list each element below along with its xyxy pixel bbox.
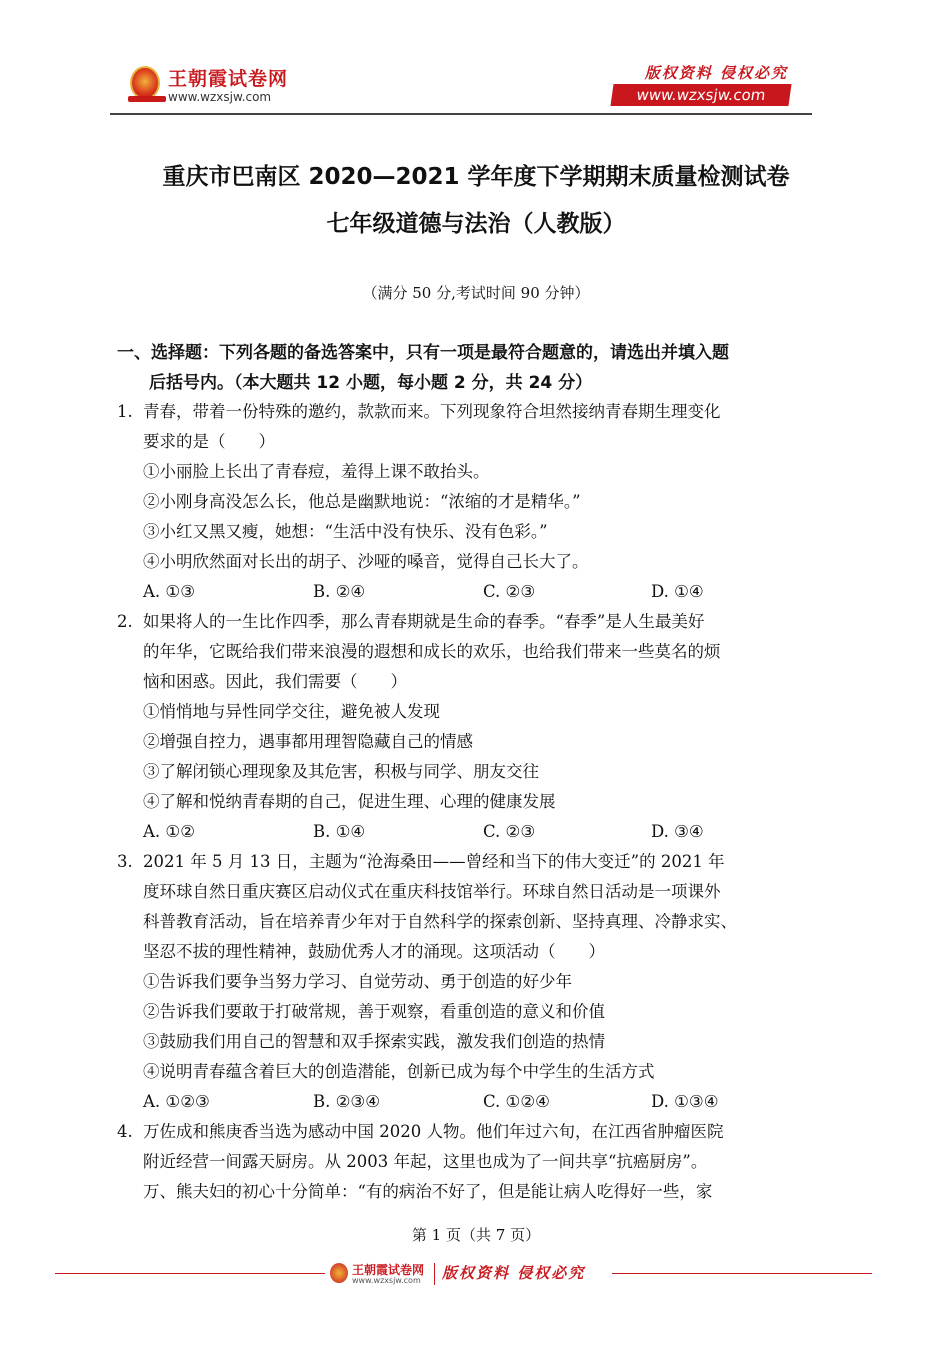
question-1 (117, 397, 817, 607)
option-b: B. ②③④ (313, 1092, 380, 1111)
answer-options (143, 1087, 817, 1117)
question-number: 2. (117, 612, 133, 631)
section-heading (117, 338, 817, 398)
question-stem-line: 科普教育活动，旨在培养青少年对于自然科学的探索创新、坚持真理、冷静求实、 (143, 912, 737, 931)
footer-separator (434, 1263, 435, 1285)
question-stem-line: 万佐成和熊庚香当选为感动中国 2020 人物。他们年过六旬，在江西省肿瘤医院 (143, 1122, 724, 1141)
footer-logo (330, 1261, 430, 1287)
statement-item: ③小红又黑又瘦，她想：“生活中没有快乐、没有色彩。” (143, 522, 548, 541)
statement-item: ③鼓励我们用自己的智慧和双手探索实践，激发我们创造的热情 (143, 1032, 605, 1051)
statement-item: ②增强自控力，遇事都用理智隐藏自己的情感 (143, 732, 473, 751)
option-d: D. ③④ (651, 822, 704, 841)
footer-logo-text: 王朝霞试卷网 (352, 1263, 425, 1277)
statement-item: ①小丽脸上长出了青春痘，羞得上课不敢抬头。 (143, 462, 490, 481)
footer-logo-url: www.wzxsjw.com (352, 1276, 421, 1285)
copyright-notice: 版权资料 侵权必究 (644, 64, 788, 82)
option-d: D. ①④ (651, 582, 704, 601)
question-2 (117, 607, 817, 847)
option-a: A. ①③ (143, 582, 195, 601)
answer-options (143, 577, 817, 607)
footer-copyright: 版权资料 侵权必究 (442, 1264, 586, 1282)
option-a: A. ①② (143, 822, 195, 841)
site-logo-text: 王朝霞试卷网 (168, 68, 289, 90)
question-stem-line: 2021 年 5 月 13 日，主题为“沧海桑田——曾经和当下的伟大变迁”的 2021 年 (143, 852, 725, 871)
exam-info: （满分 50 分,考试时间 90 分钟） (362, 284, 590, 302)
exam-subtitle: 七年级道德与法治（人教版） (326, 211, 626, 237)
section-heading-line: 后括号内。（本大题共 12 小题，每小题 2 分，共 24 分） (149, 373, 593, 393)
question-stem-line: 如果将人的一生比作四季，那么青春期就是生命的春季。“春季”是人生最美好 (143, 612, 705, 631)
question-stem-line: 的年华，它既给我们带来浪漫的遐想和成长的欢乐，也给我们带来一些莫名的烦 (143, 642, 721, 661)
option-c: C. ②③ (483, 822, 536, 841)
question-stem-line: 度环球自然日重庆赛区启动仪式在重庆科技馆举行。环球自然日活动是一项课外 (143, 882, 721, 901)
question-4 (117, 1117, 817, 1207)
section-heading-line: 一、选择题：下列各题的备选答案中，只有一项是最符合题意的，请选出并填入题 (117, 343, 729, 363)
site-logo-emblem-icon (130, 66, 160, 100)
footer-divider-right (612, 1273, 872, 1274)
question-stem-line: 坚忍不拔的理性精神，鼓励优秀人才的涌现。这项活动（ ） (143, 942, 605, 961)
option-b: B. ②④ (313, 582, 366, 601)
answer-options (143, 817, 817, 847)
option-c: C. ①②④ (483, 1092, 550, 1111)
statement-item: ①告诉我们要争当努力学习、自觉劳动、勇于创造的好少年 (143, 972, 572, 991)
footer-logo-emblem-icon (330, 1263, 348, 1283)
option-d: D. ①③④ (651, 1092, 719, 1111)
site-logo-url: www.wzxsjw.com (168, 90, 272, 104)
statement-item: ④了解和悦纳青春期的自己，促进生理、心理的健康发展 (143, 792, 556, 811)
question-number: 4. (117, 1122, 133, 1141)
page-header (112, 58, 812, 118)
question-number: 3. (117, 852, 133, 871)
header-divider (110, 113, 812, 115)
question-stem-line: 要求的是（ ） (143, 432, 275, 451)
question-stem-line: 万、熊夫妇的初心十分简单：“有的病治不好了，但是能让病人吃得好一些，家 (143, 1182, 713, 1201)
statement-item: ②告诉我们要敢于打破常规，善于观察，看重创造的意义和价值 (143, 1002, 605, 1021)
option-a: A. ①②③ (143, 1092, 210, 1111)
statement-item: ④小明欣然面对长出的胡子、沙哑的嗓音，觉得自己长大了。 (143, 552, 589, 571)
statement-item: ③了解闭锁心理现象及其危害，积极与同学、朋友交往 (143, 762, 539, 781)
question-stem-line: 青春，带着一份特殊的邀约，款款而来。下列现象符合坦然接纳青春期生理变化 (143, 402, 721, 421)
statement-item: ②小刚身高没怎么长，他总是幽默地说：“浓缩的才是精华。” (143, 492, 581, 511)
statement-item: ④说明青春蕴含着巨大的创造潜能，创新已成为每个中学生的生活方式 (143, 1062, 655, 1081)
question-number: 1. (117, 402, 133, 421)
statement-item: ①悄悄地与异性同学交往，避免被人发现 (143, 702, 440, 721)
exam-title: 重庆市巴南区 2020—2021 学年度下学期期末质量检测试卷 (162, 164, 790, 190)
question-stem-line: 恼和困惑。因此，我们需要（ ） (143, 672, 407, 691)
option-b: B. ①④ (313, 822, 366, 841)
page-number: 第 1 页（共 7 页） (411, 1226, 541, 1244)
option-c: C. ②③ (483, 582, 536, 601)
footer-divider-left (55, 1273, 325, 1274)
question-3 (117, 847, 817, 1117)
question-stem-line: 附近经营一间露天厨房。从 2003 年起，这里也成为了一间共享“抗癌厨房”。 (143, 1152, 708, 1171)
site-url-banner: www.wzxsjw.com (610, 84, 791, 106)
